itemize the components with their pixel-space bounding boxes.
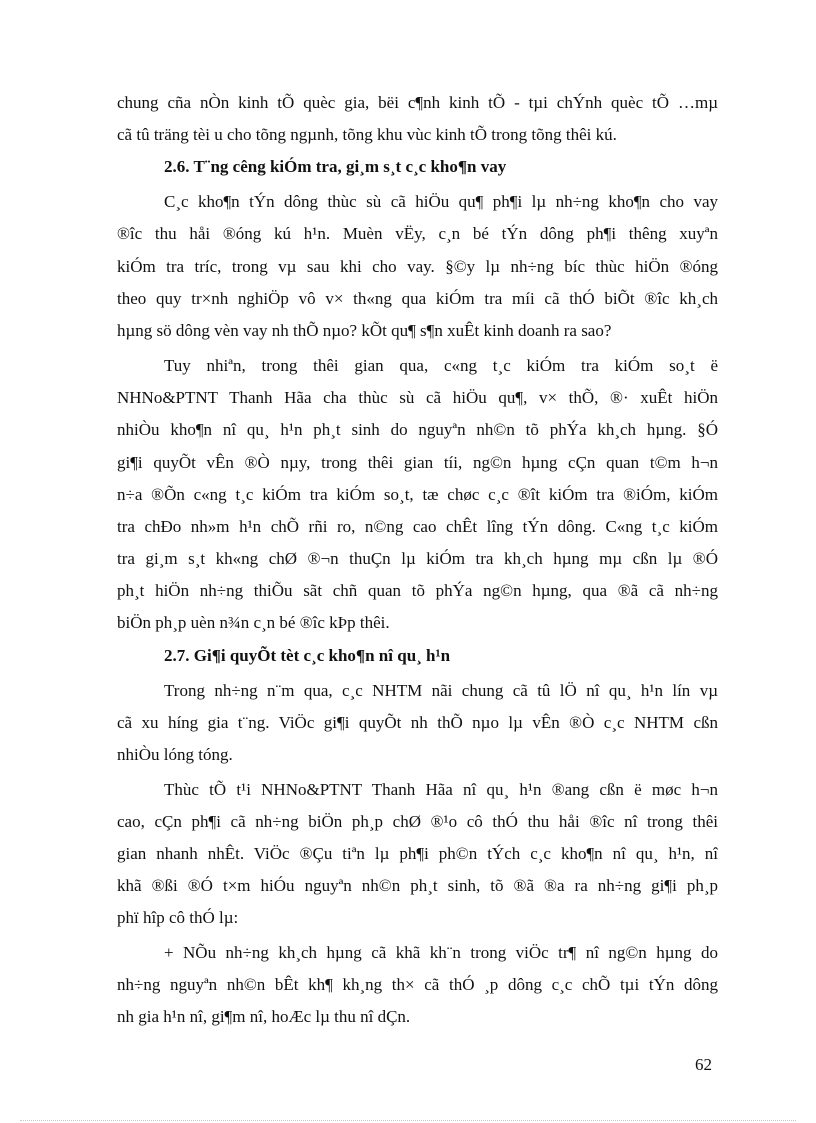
- paragraph-line: + NÕu nh÷ng kh¸ch hµng cã khã kh¨n trong viÖc tr¶ nî ng©n hµng do: [164, 943, 718, 962]
- paragraph-line: nhiÒu lóng tóng.: [117, 745, 233, 764]
- paragraph-line: cã tû träng tèi u cho tõng ngµnh, tõng khu vùc kinh tÕ trong tõng thêi kú.: [117, 125, 617, 144]
- paragraph-line: nhiÒu kho¶n nî qu¸ h¹n ph¸t sinh do nguyªn nh©n tõ phÝa kh¸ch hµng. §Ó: [117, 420, 718, 439]
- section-heading: 2.6. T¨ng cêng kiÓm tra, gi¸m s¸t c¸c kho¶n vay: [164, 157, 507, 176]
- paragraph-line: NHNo&PTNT Thanh Hãa cha thùc sù cã hiÖu qu¶, v× thÕ, ®· xuÊt hiÖn: [117, 388, 718, 407]
- paragraph-line: Tuy nhiªn, trong thêi gian qua, c«ng t¸c kiÓm tra kiÓm so¸t ë: [164, 356, 718, 375]
- paragraph-line: nh÷ng nguyªn nh©n bÊt kh¶ kh¸ng th× cã thÓ ¸p dông c¸c chÕ tµi tÝn dông: [117, 975, 718, 994]
- paragraph-line: hµng sö dông vèn vay nh thÕ nµo? kÕt qu¶ s¶n xuÊt kinh doanh ra sao?: [117, 321, 612, 340]
- paragraph-line: cã xu híng gia t¨ng. ViÖc gi¶i quyÕt nh thÕ nµo lµ vÊn ®Ò c¸c NHTM cßn: [117, 713, 718, 732]
- paragraph-line: gi¶i quyÕt vÊn ®Ò nµy, trong thêi gian tíi, ng©n hµng cÇn quan t©m h¬n: [117, 453, 718, 472]
- paragraph-line: phï hîp cô thÓ lµ:: [117, 908, 239, 927]
- paragraph-line: Trong nh÷ng n¨m qua, c¸c NHTM nãi chung cã tû lÖ nî qu¸ h¹n lín vµ: [164, 681, 718, 700]
- paragraph-line: khã ®ßi ®Ó t×m hiÓu nguyªn nh©n ph¸t sinh, tõ ®ã ®a ra nh÷ng gi¶i ph¸p: [117, 876, 718, 895]
- paragraph-line: Thùc tÕ t¹i NHNo&PTNT Thanh Hãa nî qu¸ h¹n ®ang cßn ë møc h¬n: [164, 780, 718, 799]
- paragraph-line: theo quy tr×nh nghiÖp vô v× th«ng qua kiÓm tra míi cã thÓ biÕt ®îc kh¸ch: [117, 289, 718, 308]
- paragraph-line: n÷a ®Õn c«ng t¸c kiÓm tra kiÓm so¸t, tæ chøc c¸c ®ît kiÓm tra ®iÓm, kiÓm: [117, 485, 718, 504]
- paragraph-line: biÖn ph¸p uèn n¾n c¸n bé ®îc kÞp thêi.: [117, 613, 390, 632]
- paragraph-line: gian nhanh nhÊt. ViÖc ®Çu tiªn lµ ph¶i ph©n tÝch c¸c kho¶n nî qu¸ h¹n, nî: [117, 844, 718, 863]
- section-heading: 2.7. Gi¶i quyÕt tèt c¸c kho¶n nî qu¸ h¹n: [164, 646, 451, 665]
- page-number: 62: [695, 1055, 712, 1074]
- paragraph-line: ph¸t hiÖn nh÷ng thiÕu sãt chñ quan tõ phÝa ng©n hµng, qua ®ã cã nh÷ng: [117, 581, 718, 600]
- paragraph-line: tra chÐo nh»m h¹n chÕ rñi ro, n©ng cao chÊt lîng tÝn dông. C«ng t¸c kiÓm: [117, 517, 718, 536]
- footer-divider: [20, 1120, 796, 1121]
- paragraph-line: tra gi¸m s¸t kh«ng chØ ®¬n thuÇn lµ kiÓm tra kh¸ch hµng mµ cßn lµ ®Ó: [117, 549, 718, 568]
- paragraph-line: ®îc thu håi ®óng kú h¹n. Muèn vËy, c¸n bé tÝn dông ph¶i thêng xuyªn: [117, 224, 718, 243]
- paragraph-line: cao, cÇn ph¶i cã nh÷ng biÖn ph¸p chØ ®¹o cô thÓ thu håi ®îc nî trong thêi: [117, 812, 718, 831]
- paragraph-line: nh gia h¹n nî, gi¶m nî, hoÆc lµ thu nî dÇn.: [117, 1007, 411, 1026]
- paragraph-line: C¸c kho¶n tÝn dông thùc sù cã hiÖu qu¶ ph¶i lµ nh÷ng kho¶n cho vay: [164, 192, 718, 211]
- paragraph-line: kiÓm tra tríc, trong vµ sau khi cho vay. §©y lµ nh÷ng bíc thùc hiÖn ®óng: [117, 257, 718, 276]
- paragraph-line: chung cña nÒn kinh tÕ quèc gia, bëi c¶nh kinh tÕ - tµi chÝnh quèc tÕ …mµ: [117, 93, 718, 112]
